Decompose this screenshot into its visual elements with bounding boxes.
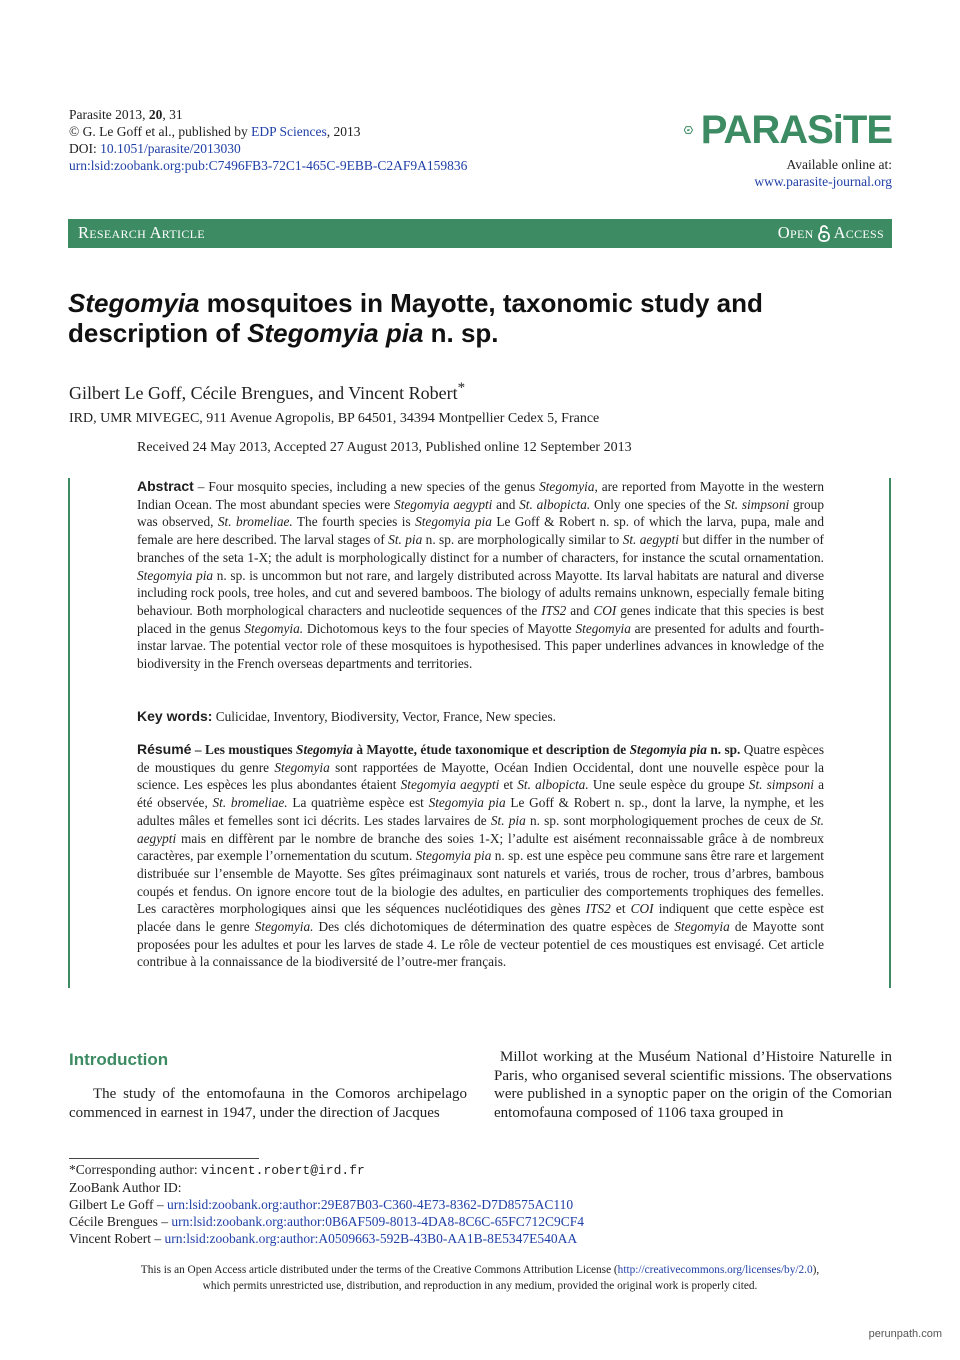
open-lock-icon — [818, 225, 830, 242]
journal-line: Parasite 2013, 20, 31 — [69, 107, 183, 122]
doi-line: DOI: 10.1051/parasite/2013030 — [69, 141, 241, 156]
zoobank-author-row: Vincent Robert – urn:lsid:zoobank.org:author:A0509663-592B-43B0-AA1B-8E5347E540AA — [69, 1231, 578, 1246]
publisher-link[interactable]: EDP Sciences — [251, 124, 327, 139]
publication-dates: Received 24 May 2013, Accepted 27 August 2013, Published online 12 September 2013 — [137, 440, 632, 455]
zoobank-author-label: ZooBank Author ID: — [69, 1180, 182, 1195]
right-accent-rule — [889, 478, 891, 988]
journal-url-link[interactable]: www.parasite-journal.org — [754, 174, 892, 189]
footnote-divider — [69, 1158, 259, 1159]
license-notice: This is an Open Access article distributed under the terms of the Creative Commons Attribution License (http://creativecommons.org/licenses/by/2.0), which permits unrestricted use, distribution, and reproduction in any medium, provided the original work is properly cited. — [140, 1264, 820, 1292]
journal-name: PARASiTE — [700, 108, 892, 152]
zoobank-pub-link[interactable]: urn:lsid:zoobank.org:pub:C7496FB3-72C1-465C-9EBB-C2AF9A159836 — [69, 158, 468, 173]
zoobank-line — [69, 157, 467, 174]
keywords: Key words: Culicidae, Inventory, Biodiversity, Vector, France, New species. — [137, 708, 556, 724]
article-type-label: Research Article — [78, 223, 205, 242]
zoobank-author-row: Gilbert Le Goff – urn:lsid:zoobank.org:author:29E87B03-C360-4E73-8362-D7D8575AC110 — [69, 1197, 574, 1212]
watermark: perunpath.com — [868, 1328, 942, 1340]
article-title: Stegomyia mosquitoes in Mayotte, taxonomic study and description of Stegomyia pia n. sp. — [68, 288, 763, 348]
zoobank-author-link[interactable]: urn:lsid:zoobank.org:author:A0509663-592B-43B0-AA1B-8E5347E540AA — [164, 1231, 578, 1246]
footnotes — [69, 1161, 584, 1247]
affiliation: IRD, UMR MIVEGEC, 911 Avenue Agropolis, BP 64501, 34394 Montpellier Cedex 5, France — [69, 411, 600, 426]
author-list: Gilbert Le Goff, Cécile Brengues, and Vincent Robert* — [69, 380, 466, 403]
introduction-heading: Introduction — [69, 1050, 169, 1069]
available-online-label: Available online at: — [786, 157, 892, 172]
corresponding-author: *Corresponding author: vincent.robert@ird.fr — [69, 1162, 365, 1178]
open-label: Open — [777, 223, 814, 242]
resume: Résumé – Les moustiques Stegomyia à Mayotte, étude taxonomique et description de Stegomyia pia n. sp. Quatre espèces de moustiques du genre Stegomyia sont rapportées de Mayotte, Océan Indien Occidental, dont une nouvelle espèce pour la science. Les espèces les plus abondantes étaient Stegomyia aegypti et St. albopicta. Une seule espèce du groupe St. simpsoni a été observée, St. bromeliae. La quatrième espèce est Stegomyia pia Le Goff & Robert n. sp., dont la larve, la nymphe, et les adultes mâles et femelles sont ici décrits. Les stades larvaires de St. pia n. sp. sont morphologiquement proches de ceux de St. aegypti mais en diffèrent par le nombre de branche des soies 1-X; l’adulte est aisément reconnaissable grâce à de nombreux caractères, par exemple l’ornementation du scutum. Stegomyia pia n. sp. est une espèce peu commune sans être rare et largement distribuée sur l’ensemble de Mayotte. Ses gîtes préimaginaux sont naturels et variés, trous de rocher, trous d’arbres, bambous coupés et fendus. On ignore encore tout de la biologie des adultes, en particulier des comportements trophiques des femelles. Les caractères morphologiques ainsi que les séquences nucléotidiques des gènes ITS2 et COI indiquent que cette espèce est placée dans le genre Stegomyia. Des clés dichotomiques de détermination des quatre espèces de Stegomyia de Mayotte sont proposées pour les adultes et pour les larves de stade 4. Le rôle de vecteur potentiel de ces moustiques est envisagé. Cet article contribue à la connaissance de la biodiversité de l’outre-mer français. — [137, 741, 825, 970]
access-label: Access — [833, 223, 884, 242]
left-accent-rule — [68, 478, 70, 988]
zoobank-author-link[interactable]: urn:lsid:zoobank.org:author:0B6AF509-8013-4DA8-8C6C-65FC712C9CF4 — [171, 1214, 584, 1229]
corresponding-email[interactable]: vincent.robert@ird.fr — [200, 1163, 365, 1178]
introduction-right-column: Millot working at the Muséum National d’Histoire Naturelle in Paris, who organised several scientific missions. The observations were published in a synoptic paper on the origin of the Comorian entomofauna composed of 1106 taxa grouped in — [494, 1049, 892, 1121]
abstract: Abstract – Four mosquito species, including a new species of the genus Stegomyia, are reported from Mayotte in the western Indian Ocean. The most abundant species were Stegomyia aegypti and St. albopicta. Only one species of the St. simpsoni group was observed, St. bromeliae. The fourth species is Stegomyia pia Le Goff & Robert n. sp. of which the larva, pupa, male and female are here described. The larval stages of St. pia n. sp. are morphologically similar to St. aegypti but differ in the number of branches of the seta 1-X; the adult is morphologically distinct for a number of characters, for instance the scutal ornamentation. Stegomyia pia n. sp. is uncommon but not rare, and largely distributed across Mayotte. Its larval habitats are natural and diverse including rock pools, tree holes, and cut and severed bamboos. The biology of adults remains unknown, especially female biting behaviour. Both morphological characters and nucleotide sequences of the ITS2 and COI genes indicate that this species is best placed in the genus Stegomyia. Dichotomous keys to the four species of Mayotte Stegomyia are presented for adults and fourth-instar larvae. The potential vector role of these mosquitoes is hypothesised. This paper underlines advances in knowledge of the biodiversity in the French overseas departments and territories. — [137, 478, 825, 672]
parasite-logo-icon — [684, 111, 693, 149]
journal-logo — [684, 108, 892, 190]
article-type-banner — [68, 219, 892, 248]
license-link[interactable]: http://creativecommons.org/licenses/by/2.0 — [617, 1264, 813, 1276]
zoobank-author-link[interactable]: urn:lsid:zoobank.org:author:29E87B03-C360-4E73-8362-D7D8575AC110 — [166, 1197, 574, 1212]
copyright-line: © G. Le Goff et al., published by EDP Sciences, 2013 — [69, 124, 361, 139]
citation-block — [69, 106, 467, 174]
doi-link[interactable]: 10.1051/parasite/2013030 — [100, 141, 241, 156]
introduction-left-column: The study of the entomofauna in the Comoros archipelago commenced in earnest in 1947, under the direction of Jacques — [69, 1086, 467, 1121]
zoobank-author-row: Cécile Brengues – urn:lsid:zoobank.org:author:0B6AF509-8013-4DA8-8C6C-65FC712C9CF4 — [69, 1214, 584, 1229]
